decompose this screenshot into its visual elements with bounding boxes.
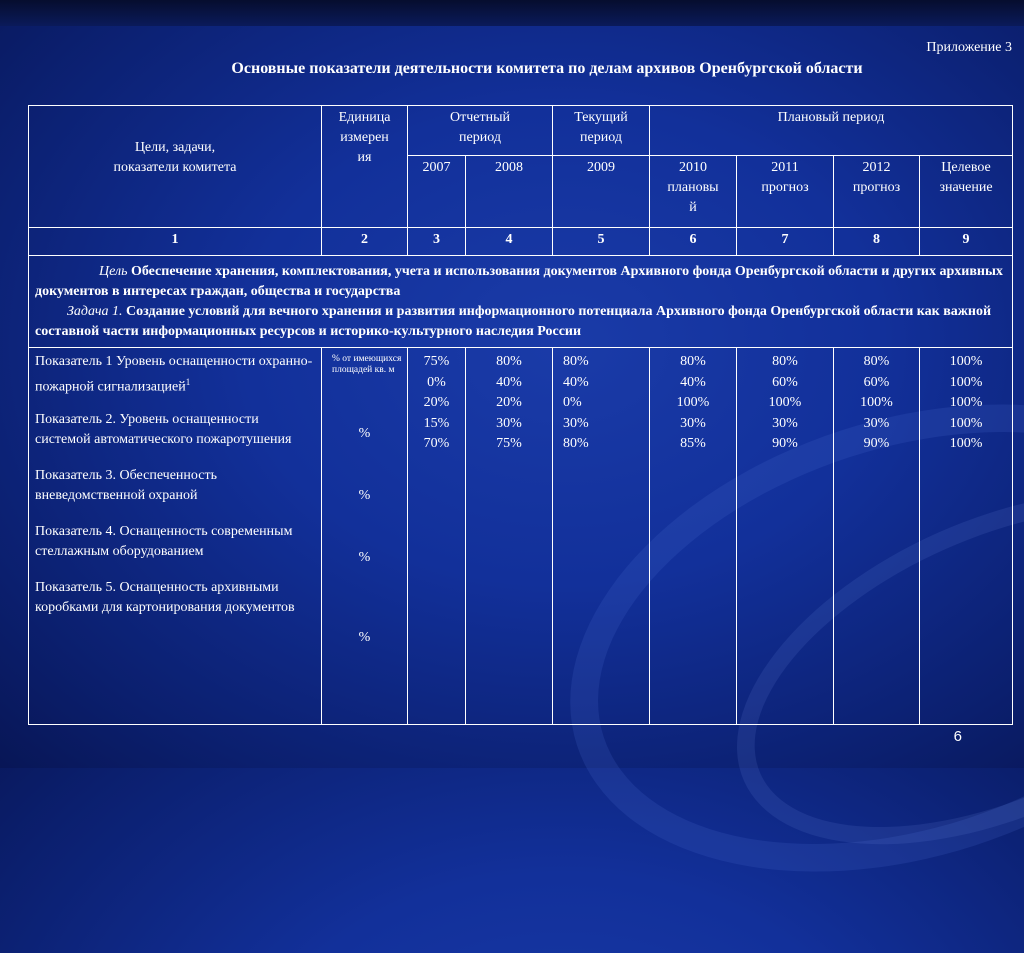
values-2012: [834, 348, 920, 725]
value-target-3: 100%: [949, 395, 983, 410]
header-current-line2: период: [580, 130, 622, 145]
header-2010-line1: 2010: [679, 160, 707, 175]
goal-label: Цель: [99, 264, 128, 279]
value-2012-5: 90%: [863, 436, 890, 451]
header-year-2008: 2008: [466, 156, 553, 228]
header-goals-cell: [29, 106, 322, 228]
goal-row: [29, 256, 1013, 348]
value-2011-2: 60%: [772, 374, 798, 390]
header-year-2011: [737, 156, 834, 228]
header-report-line1: Отчетный: [450, 110, 510, 125]
header-unit-line3: ия: [357, 150, 372, 165]
indicator-1: [35, 352, 315, 398]
header-year-2010: [650, 156, 737, 228]
indicator-1-text: Показатель 1 Уровень оснащенности охранно-пожарной сигнализацией: [35, 354, 313, 395]
indicator-2: Показатель 2. Уровень оснащенности системой автоматического пожаротушения: [35, 411, 292, 447]
unit-4: %: [358, 550, 371, 565]
header-2010-line2: плановы: [667, 180, 719, 195]
column-number-row: [29, 228, 1013, 256]
value-2008-1: 80%: [496, 354, 522, 369]
column-number-8: 8: [834, 228, 920, 256]
header-year-2012: [834, 156, 920, 228]
column-number-2: 2: [322, 228, 408, 256]
value-2010-4: 30%: [680, 415, 706, 431]
value-2007-2: 0%: [427, 374, 446, 390]
indicator-5: Показатель 5. Оснащенность архивными коробками для картонирования документов: [35, 579, 295, 615]
value-target-4: 100%: [949, 415, 983, 431]
value-2007-4: 15%: [423, 415, 450, 431]
header-row-1: [29, 106, 1013, 156]
value-2011-3: 100%: [768, 395, 802, 410]
units-cell: [322, 348, 408, 725]
header-planned-period: Плановый период: [650, 106, 1013, 156]
value-2007-1: 75%: [423, 354, 450, 369]
value-2007-5: 70%: [423, 436, 450, 451]
indicator-1-footnote: 1: [185, 377, 191, 387]
column-number-4: 4: [466, 228, 553, 256]
value-2009-2: 40%: [563, 374, 589, 390]
goal-cell: [29, 256, 1013, 348]
value-2008-2: 40%: [496, 374, 522, 390]
header-goals-line1: Цели, задачи,: [134, 139, 216, 155]
top-band: [0, 0, 1024, 26]
header-2012-line1: 2012: [862, 160, 891, 175]
indicator-4: Показатель 4. Оснащенность современным стеллажным оборудованием: [35, 523, 293, 559]
header-unit-line2: измерен: [340, 130, 389, 145]
header-2010-line3: й: [689, 200, 697, 215]
column-number-1: 1: [29, 228, 322, 256]
value-2010-3: 100%: [676, 395, 710, 410]
value-2011-4: 30%: [772, 415, 798, 431]
header-report-line2: период: [459, 130, 501, 145]
goal-text: Обеспечение хранения, комплектования, учета и использования документов Архивного фонда Оренбургской области и других архивных документов в интересах граждан, общества и государства: [35, 264, 1003, 299]
value-2008-4: 30%: [496, 415, 522, 431]
value-2009-5: 80%: [563, 436, 589, 451]
header-current-line1: Текущий: [574, 110, 628, 125]
header-unit-line1: Единица: [338, 110, 391, 125]
header-target-line2: значение: [939, 180, 993, 195]
value-2008-5: 75%: [496, 436, 522, 451]
values-target: [920, 348, 1013, 725]
header-report-period: [408, 106, 553, 156]
column-number-6: 6: [650, 228, 737, 256]
document-title: Основные показатели деятельности комитета по делам архивов Оренбургской области: [231, 60, 863, 77]
value-2012-4: 30%: [863, 415, 890, 431]
task-label: Задача 1.: [67, 304, 123, 319]
values-2010: [650, 348, 737, 725]
value-2012-1: 80%: [863, 354, 890, 369]
header-unit-cell: [322, 106, 408, 228]
value-2010-5: 85%: [680, 436, 706, 451]
value-2009-4: 30%: [563, 415, 589, 431]
value-target-2: 100%: [949, 374, 983, 390]
unit-5: %: [358, 630, 371, 645]
value-target-1: 100%: [949, 354, 983, 369]
header-target-value: [920, 156, 1013, 228]
header-target-line1: Целевое: [941, 160, 991, 175]
value-2011-1: 80%: [772, 354, 798, 369]
unit-3: %: [358, 488, 371, 503]
header-current-period: [553, 106, 650, 156]
value-2010-2: 40%: [680, 374, 706, 390]
values-2008: [466, 348, 553, 725]
indicators-cell: [29, 348, 322, 725]
value-2011-5: 90%: [772, 436, 798, 451]
header-2011-line2: прогноз: [761, 180, 809, 195]
unit-1: % от имеющихся площадей кв. м: [332, 354, 402, 375]
task-text: Создание условий для вечного хранения и развития информационного потенциала Архивного фонда Оренбургской области как важной составной части информационных ресурсов и историко-культурного наследия России: [35, 304, 992, 339]
unit-2: %: [358, 426, 371, 441]
column-number-3: 3: [408, 228, 466, 256]
column-number-7: 7: [737, 228, 834, 256]
column-number-9: 9: [920, 228, 1013, 256]
value-target-5: 100%: [949, 436, 983, 451]
header-2011-line1: 2011: [771, 160, 799, 175]
header-year-2009: 2009: [553, 156, 650, 228]
value-2010-1: 80%: [680, 354, 706, 369]
value-2008-3: 20%: [496, 395, 522, 410]
value-2012-2: 60%: [863, 374, 890, 390]
page-number: 6: [953, 728, 962, 745]
value-2009-1: 80%: [563, 354, 589, 369]
header-goals-line2: показатели комитета: [113, 159, 237, 175]
header-2012-line2: прогноз: [852, 180, 901, 195]
appendix-label: Приложение 3: [926, 40, 1012, 55]
header-year-2007: 2007: [408, 156, 466, 228]
value-2007-3: 20%: [423, 395, 450, 410]
values-2009: [553, 348, 650, 725]
value-2012-3: 100%: [860, 395, 893, 410]
values-2011: [737, 348, 834, 725]
value-2009-3: 0%: [563, 395, 582, 410]
indicators-row: [29, 348, 1013, 725]
column-number-5: 5: [553, 228, 650, 256]
values-2007: [408, 348, 466, 725]
indicator-3: Показатель 3. Обеспеченность вневедомственной охраной: [35, 467, 217, 503]
indicators-table: [28, 105, 1013, 725]
